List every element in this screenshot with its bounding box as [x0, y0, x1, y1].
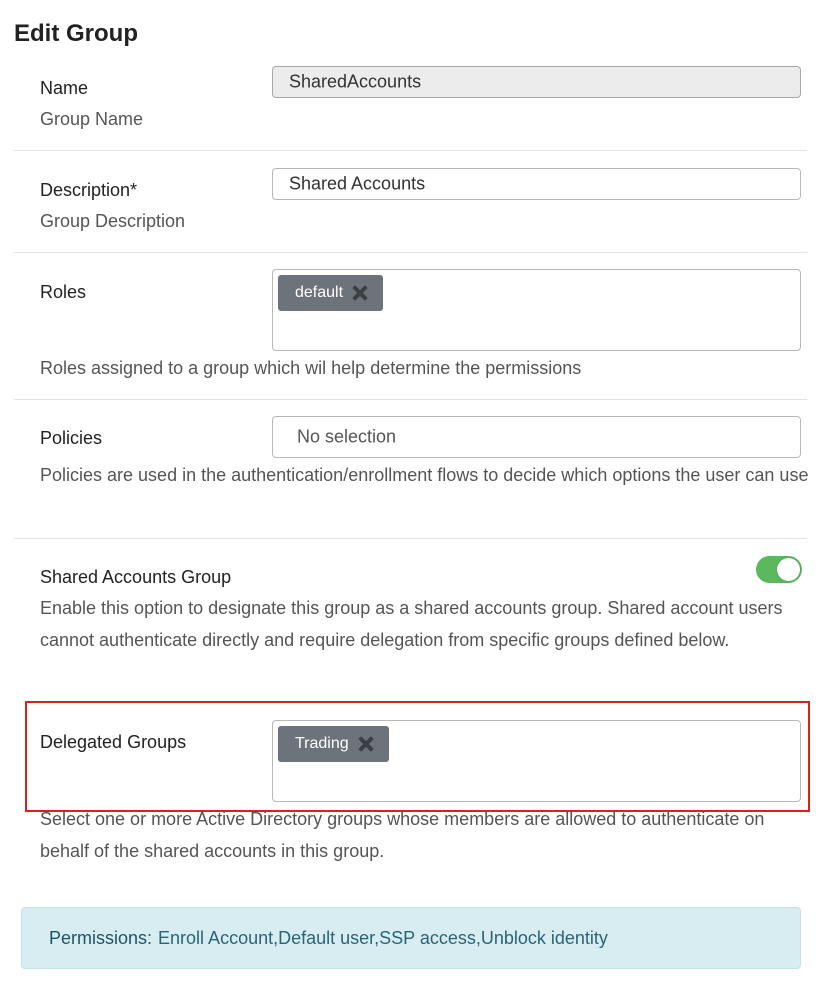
- delegated-groups-help: Select one or more Active Directory groups whose members are allowed to authenticate on behalf of the shared accounts in this group.: [40, 809, 765, 861]
- shared-accounts-label: Shared Accounts Group: [40, 567, 232, 587]
- delegated-groups-label: Delegated Groups: [40, 732, 187, 752]
- description-field[interactable]: [272, 168, 801, 200]
- description-field-value: Shared Accounts: [289, 173, 426, 194]
- shared-accounts-toggle[interactable]: [756, 556, 802, 583]
- divider: [14, 252, 807, 253]
- remove-role-tag-icon[interactable]: [351, 284, 369, 302]
- name-sublabel: Group Name: [40, 109, 144, 129]
- delegated-group-tag-label: Trading: [295, 735, 349, 752]
- policies-help: Policies are used in the authentication/enrollment flows to decide which options the user can use: [40, 465, 809, 485]
- roles-help: Roles assigned to a group which wil help determine the permissions: [40, 358, 582, 378]
- delegated-groups-field[interactable]: [272, 720, 801, 802]
- divider: [14, 150, 807, 151]
- description-sublabel: Group Description: [40, 211, 186, 231]
- toggle-knob: [777, 558, 800, 581]
- policies-select[interactable]: [272, 416, 801, 458]
- role-tag-label: default: [295, 284, 344, 301]
- policies-select-value: No selection: [297, 426, 397, 447]
- permissions-banner: [21, 907, 801, 969]
- permissions-label: Permissions:: [49, 927, 153, 948]
- name-label: Name: [40, 78, 89, 98]
- page-title: Edit Group: [14, 20, 138, 47]
- divider: [14, 538, 807, 539]
- shared-accounts-help: Enable this option to designate this group as a shared accounts group. Shared account users cannot authenticate directly and require delegation from specific groups defined below.: [40, 598, 783, 650]
- delegated-group-tag: [278, 726, 389, 762]
- name-field: [272, 66, 801, 98]
- role-tag: [278, 275, 383, 311]
- permissions-value: Enroll Account,Default user,SSP access,Unblock identity: [158, 927, 608, 948]
- remove-delegated-group-tag-icon[interactable]: [357, 735, 375, 753]
- policies-label: Policies: [40, 428, 103, 448]
- description-label: Description*: [40, 180, 138, 200]
- roles-field[interactable]: [272, 269, 801, 351]
- divider: [14, 399, 807, 400]
- roles-label: Roles: [40, 282, 87, 302]
- name-field-value: SharedAccounts: [289, 71, 422, 92]
